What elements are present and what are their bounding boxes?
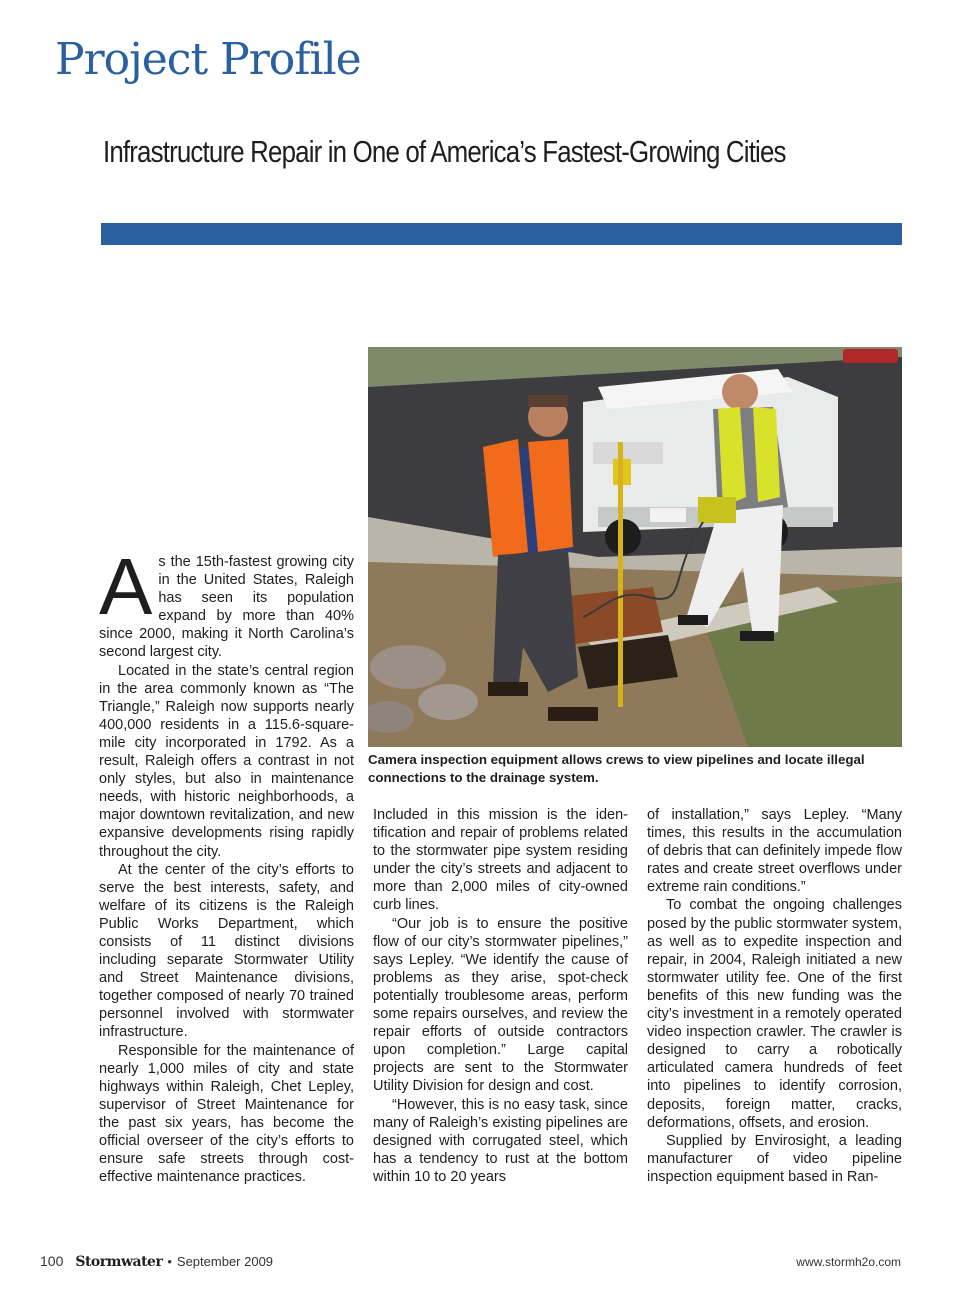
article-column-1 (99, 542, 354, 1186)
article-paragraph: Located in the state’s central region in the area commonly known as “The Triangle,” Raleigh now supports nearly 400,000 residents in a 115.6-square-mile city incorporated in 1792. As a result, Raleigh offers a contrast in not only styles, but also in maintenance needs, with historic neighborhoods, a major downtown revitalization, and new expansive developments rising rapidly throughout the city. (99, 662, 354, 860)
photo-crew-inspection-icon (368, 347, 902, 747)
page-number: 100 (40, 1253, 64, 1269)
article-paragraph: “However, this is no easy task, since many of Raleigh’s existing pipelines are designed with corrugated steel, which has a tendency to rust at the bottom within 10 to 20 years (373, 1096, 628, 1185)
lead-paragraph (99, 542, 354, 662)
article-paragraph: “Our job is to ensure the positive flow of our city’s stormwater pipelines,” says Lepley. “We identify the cause of problems as they arise, spot-check potentially troublesome areas, perform some repairs ourselves, and review the repair efforts of outside contractors upon completion.” Large capital projects are sent to the Stormwater Utility Division for design and cost. (373, 915, 628, 1095)
article-paragraph: At the center of the city’s efforts to serve the best interests, safety, and welfare of its citizens is the Raleigh Public Works Department, which consists of 11 distinct divisions including separate Stormwater Utility and Street Maintenance divisions, together composed of nearly 70 trained personnel involved with stormwater infrastructure. (99, 861, 354, 1041)
article-paragraph: Supplied by Envirosight, a leading manufacturer of video pipeline inspection equipment based in Ran- (647, 1132, 902, 1185)
article-photo (368, 347, 902, 747)
article-paragraph: Responsible for the maintenance of nearly 1,000 miles of city and state highways within Raleigh, Chet Lepley, supervisor of Street Maintenance for the past six years, has become the official overseer of the city’s efforts to ensure safe streets through cost-effective maintenance practices. (99, 1042, 354, 1186)
article-paragraph: To combat the ongoing challenges posed by the public stormwater system, as well as to expedite inspection and repair, in 2004, Raleigh initiated a new stormwater utility fee. One of the first benefits of this new funding was the city’s investment in a remotely operated video inspection crawler. The crawler is designed to carry a robotically articulated camera hundreds of feet into pipelines to identify corrosion, deposits, foreign matter, cracks, deformations, offsets, and erosion. (647, 897, 902, 1131)
drop-cap: A (99, 542, 153, 631)
article-headline: Infrastructure Repair in One of America’s Fastest-Growing Cities (103, 134, 786, 169)
article-paragraph: of installation,” says Lepley. “Many times, this results in the accumulation of debris that can definitely impede flow rates and create street overflows under extreme rain conditions.” (647, 807, 902, 896)
section-title: Project Profile (55, 34, 361, 85)
website-link[interactable]: www.stormh2o.com (796, 1255, 901, 1269)
photo-caption: Camera inspection equipment allows crews to view pipelines and locate illegal connections to the drainage system. (368, 752, 865, 785)
article-paragraph: Included in this mission is the identification and repair of problems related to the stormwater pipe system residing under the city’s streets and adjacent to more than 2,000 miles of city-owned curb lines. (373, 807, 628, 914)
article-column-2 (373, 806, 628, 1186)
article-column-3 (647, 806, 902, 1186)
issue-date: September 2009 (176, 1254, 274, 1269)
magazine-name: Stormwater (75, 1254, 163, 1270)
lead-paragraph-text: s the 15th-fastest growing city in the United States, Raleigh has seen its population expand by more than 40% since 2000, making it North Carolina’s second largest city. (99, 554, 354, 661)
footer-bullet: • (167, 1254, 172, 1269)
page-footer (40, 1253, 273, 1270)
header-rule-bar (101, 223, 902, 245)
